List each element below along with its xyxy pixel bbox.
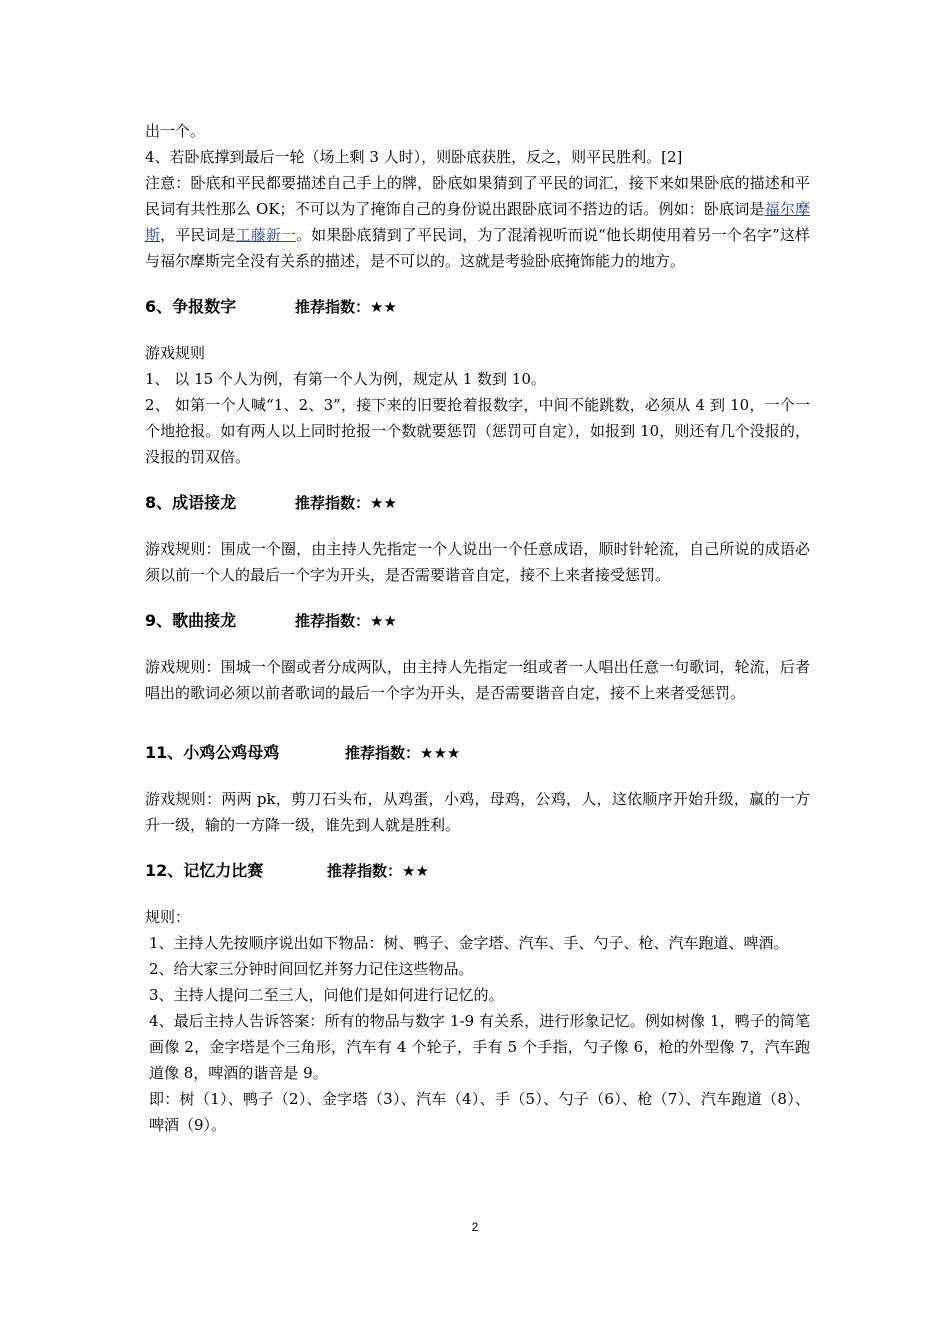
section-12-rule-3: 3、主持人提问二至三人，问他们是如何进行记忆的。 — [149, 986, 504, 1004]
intro-line-1: 出一个。 — [145, 122, 206, 140]
section-6-rule-2: 2、 如第一个人喊“1、2、3”，接下来的旧要抢着报数字，中间不能跳数，必须从 4 到 10，一个一个地抢报。如有两人以上同时抢报一个数就要惩罚（惩罚可自定），如报到 10，则还有几个没报的，没报的罚双倍。 — [145, 396, 810, 466]
section-6-rules-label: 游戏规则 — [145, 344, 206, 362]
section-9-title: 9、歌曲接龙 — [145, 611, 237, 630]
section-8-heading — [145, 490, 810, 516]
section-12-rules-label: 规则： — [145, 908, 191, 926]
section-9-rating: 推荐指数：★★ — [295, 612, 397, 630]
intro-line-2: 4、若卧底撑到最后一轮（场上剩 3 人时），则卧底获胜，反之，则平民胜利。[2] — [145, 148, 683, 166]
document-body — [145, 118, 810, 1138]
note-text-before: 注意：卧底和平民都要描述自己手上的牌，卧底如果猜到了平民的词汇，接下来如果卧底的描述和平民词有共性那么 OK；不可以为了掩饰自己的身份说出跟卧底词不搭边的话。例如：卧底词是 — [145, 174, 810, 218]
section-12-rule-2: 2、给大家三分钟时间回忆并努力记住这些物品。 — [149, 960, 474, 978]
section-11-title: 11、小鸡公鸡母鸡 — [145, 743, 280, 762]
section-8-rating: 推荐指数：★★ — [295, 494, 397, 512]
page-number: 2 — [471, 1220, 479, 1234]
section-8-body: 游戏规则：围成一个圈，由主持人先指定一个人说出一个任意成语，顺时针轮流，自己所说的成语必须以前一个人的最后一个字为开头，是否需要谐音自定，接不上来者接受惩罚。 — [145, 540, 810, 584]
section-12-rule-1: 1、主持人先按顺序说出如下物品：树、鸭子、金字塔、汽车、手、勺子、枪、汽车跑道、啤酒。 — [149, 934, 789, 952]
section-6-heading — [145, 294, 810, 320]
section-9-heading — [145, 608, 810, 634]
section-12-rule-4: 4、最后主持人告诉答案：所有的物品与数字 1-9 有关系，进行形象记忆。例如树像 1，鸭子的简笔画像 2，金字塔是个三角形，汽车有 4 个轮子，手有 5 个手指，勺子像 6，枪的外型像 7，汽车跑道像 8，啤酒的谐音是 9。 — [149, 1012, 810, 1082]
section-6-title: 6、争报数字 — [145, 297, 237, 316]
section-11-heading — [145, 740, 810, 766]
link-fuermosi[interactable]: 福尔摩斯 — [145, 200, 810, 244]
section-11-body: 游戏规则：两两 pk，剪刀石头布，从鸡蛋，小鸡，母鸡，公鸡，人，这依顺序开始升级，赢的一方升一级，输的一方降一级，谁先到人就是胜利。 — [145, 790, 810, 834]
section-6-rule-1: 1、 以 15 个人为例，有第一个人为例，规定从 1 数到 10。 — [145, 370, 546, 388]
intro-note — [145, 170, 810, 274]
section-9-body: 游戏规则：围城一个圈或者分成两队，由主持人先指定一组或者一人唱出任意一句歌词，轮流，后者唱出的歌词必须以前者歌词的最后一个字为开头，是否需要谐音自定，接不上来者受惩罚。 — [145, 658, 810, 702]
section-12-answer: 即：树（1）、鸭子（2）、金字塔（3）、汽车（4）、手（5）、勺子（6）、枪（7）、汽车跑道（8）、啤酒（9）。 — [149, 1090, 810, 1134]
section-6-rating: 推荐指数：★★ — [295, 298, 397, 316]
note-text-after: 。如果卧底猜到了平民词，为了混淆视听而说“他长期使用着另一个名字”这样与福尔摩斯完全没有关系的描述，是不可以的。这就是考验卧底掩饰能力的地方。 — [145, 226, 810, 270]
link-gongtengxinyi[interactable]: 工藤新一 — [235, 226, 297, 244]
section-12-heading — [145, 858, 810, 884]
section-11-rating: 推荐指数：★★★ — [345, 744, 461, 762]
note-text-mid: ，平民词是 — [160, 226, 236, 244]
section-12-title: 12、记忆力比赛 — [145, 861, 264, 880]
section-12-rating: 推荐指数：★★ — [327, 862, 429, 880]
section-8-title: 8、成语接龙 — [145, 493, 237, 512]
